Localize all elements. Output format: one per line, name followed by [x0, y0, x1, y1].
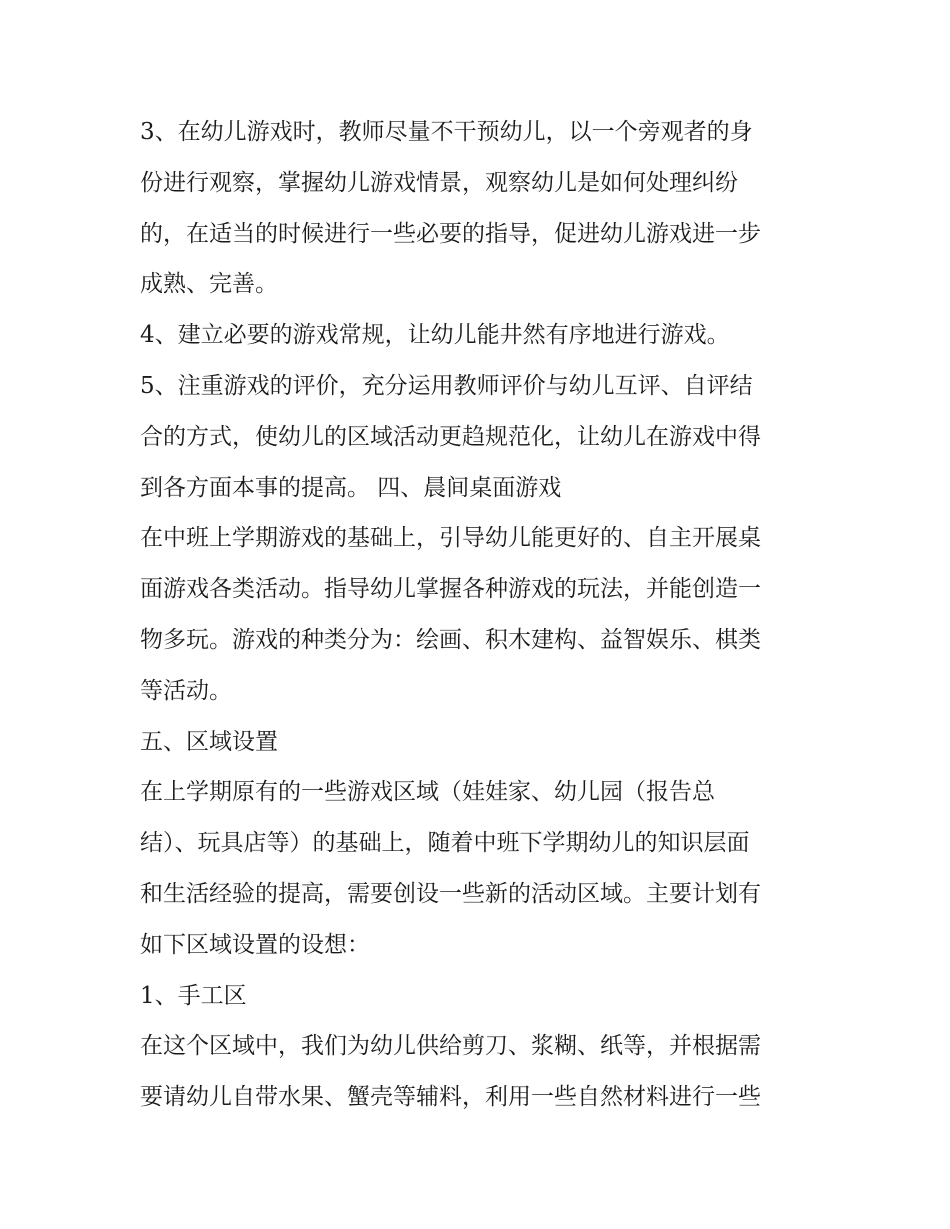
text-line: 要请幼儿自带水果、蟹壳等辅料，利用一些自然材料进行一些	[140, 1084, 761, 1111]
text-line: 如下区域设置的设想：	[140, 931, 370, 958]
text-line: 面游戏各类活动。指导幼儿掌握各种游戏的玩法，并能创造一	[140, 576, 761, 603]
text-line: 合的方式，使幼儿的区域活动更趋规范化，让幼儿在游戏中得	[140, 423, 761, 450]
text-line: 4、建立必要的游戏常规，让幼儿能井然有序地进行游戏。	[140, 322, 730, 349]
text-line: 份进行观察，掌握幼儿游戏情景，观察幼儿是如何处理纠纷	[140, 169, 738, 196]
text-line: 在中班上学期游戏的基础上，引导幼儿能更好的、自主开展桌	[140, 525, 761, 552]
text-line: 和生活经验的提高，需要创设一些新的活动区域。主要计划有	[140, 880, 761, 907]
text-line: 5、注重游戏的评价，充分运用教师评价与幼儿互评、自评结	[140, 372, 753, 399]
text-line: 结）、玩具店等）的基础上，随着中班下学期幼儿的知识层面	[140, 830, 750, 857]
text-line: 的，在适当的时候进行一些必要的指导，促进幼儿游戏进一步	[140, 220, 761, 247]
text-line: 3、在幼儿游戏时，教师尽量不干预幼儿，以一个旁观者的身	[140, 119, 753, 145]
text-line: 物多玩。游戏的种类分为：绘画、积木建构、益智娱乐、棋类	[140, 626, 761, 653]
section-heading: 五、区域设置	[140, 728, 278, 755]
text-line: 到各方面本事的提高。 四、晨间桌面游戏	[140, 474, 562, 501]
text-line: 在这个区域中，我们为幼儿供给剪刀、浆糊、纸等，并根据需	[140, 1033, 761, 1060]
text-line: 等活动。	[140, 677, 232, 704]
text-line: 在上学期原有的一些游戏区域（娃娃家、幼儿园（报告总	[140, 779, 715, 806]
document-body	[140, 107, 820, 1123]
subsection-heading: 1、手工区	[140, 982, 247, 1009]
text-line: 成熟、完善。	[140, 271, 278, 298]
